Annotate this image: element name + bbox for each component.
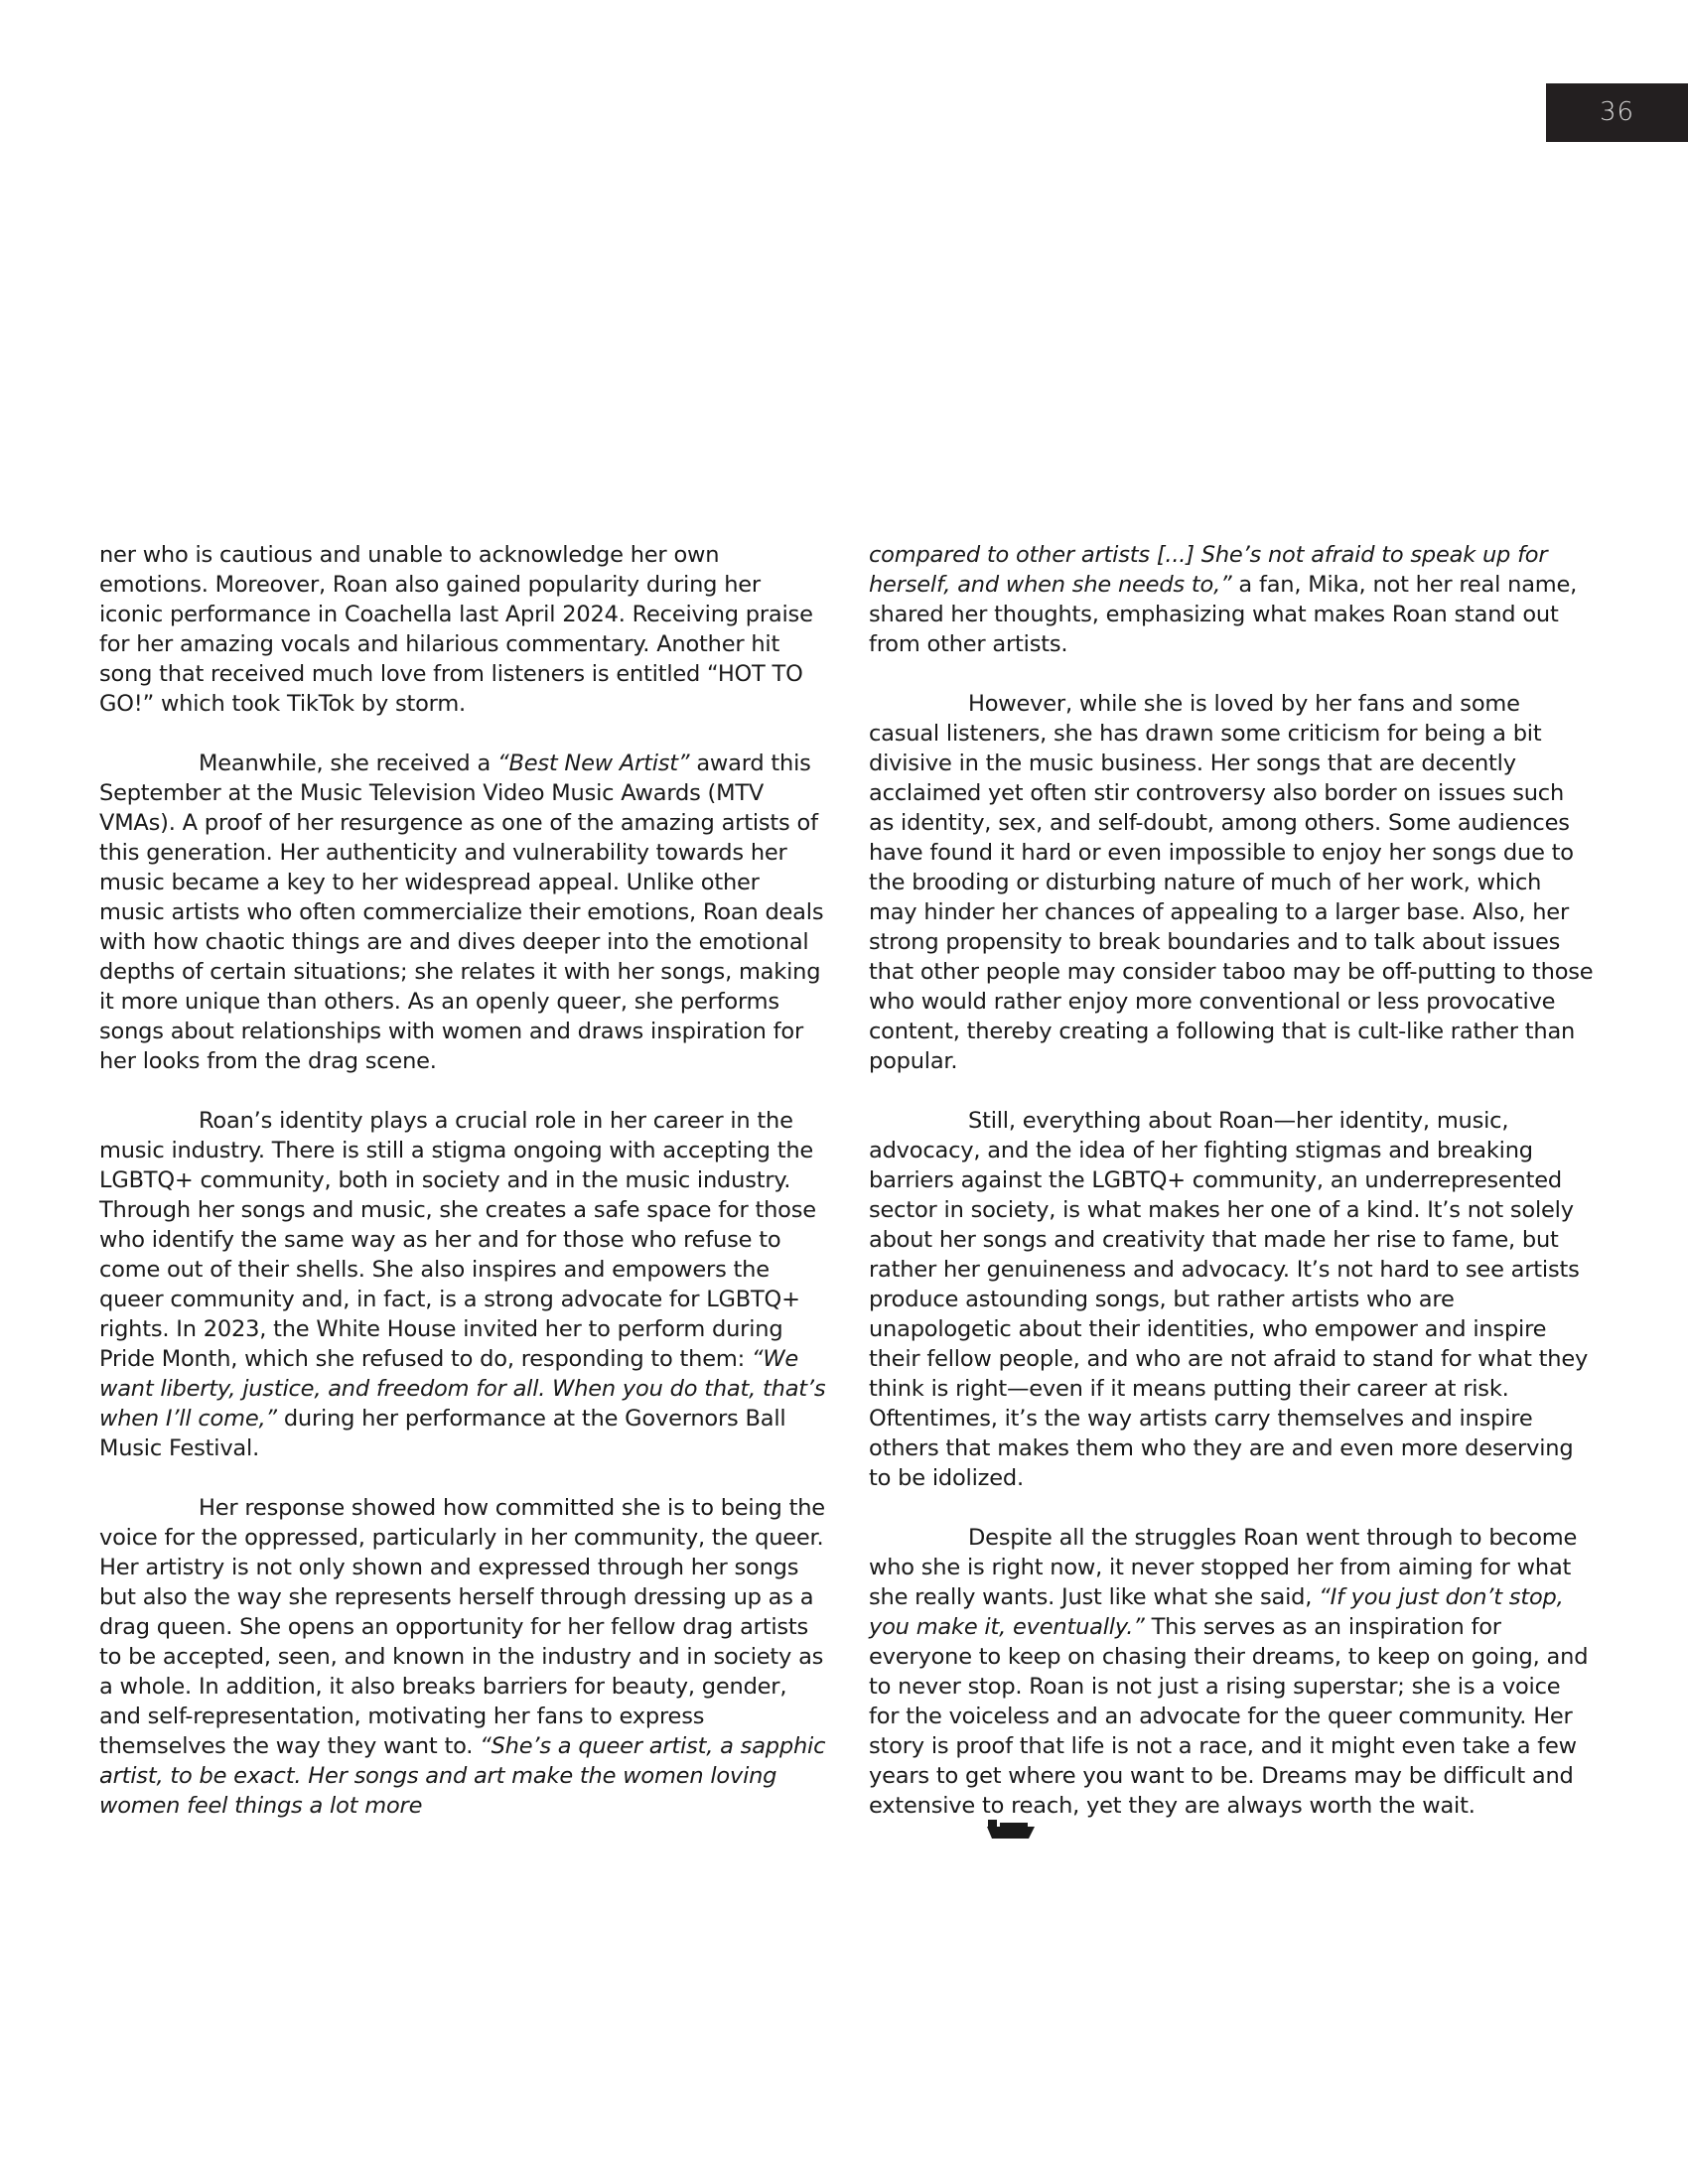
left-paragraph-1-text: ner who is cautious and unable to acknowledge her own emotions. Moreover, Roan also gained popularity during her iconic performance in Coachella last April 2024. Receiving praise for her amazing vocals and hilarious commentary. Another hit song that received much love from listeners is entitled “HOT TO GO!” which took TikTok by storm.	[99, 542, 813, 717]
boat-end-mark-icon	[887, 1819, 1036, 1848]
left-paragraph-3-text-a: Roan’s identity plays a crucial role in her career in the music industry. There is still a stigma ongoing with accepting the LGBTQ+ community, both in society and in the music industry. Through her songs and music, she creates a safe space for those who identify the same way as her and for those who refuse to come out of their shells. She also inspires and empowers the queer community and, in fact, is a strong advocate for LGBTQ+ rights. In 2023, the White House invited her to perform during Pride Month, which she refused to do, responding to them:	[99, 1108, 816, 1372]
left-paragraph-2-text-a: Meanwhile, she received a	[199, 751, 497, 776]
page-number-badge	[1546, 83, 1688, 142]
right-paragraph-4	[869, 1523, 1596, 1850]
left-paragraph-2-text-b: award this September at the Music Television Video Music Awards (MTV VMAs). A proof of her resurgence as one of the amazing artists of this generation. Her authenticity and vulnerability towards her music became a key to her widespread appeal. Unlike other music artists who often commercialize their emotions, Roan deals with how chaotic things are and dives deeper into the emotional depths of certain situations; she relates it with her songs, making it more unique than others. As an openly queer, she performs songs about relationships with women and draws inspiration for her looks from the drag scene.	[99, 751, 824, 1074]
left-paragraph-2	[99, 749, 826, 1076]
left-paragraph-3-text-b: during her performance at the Governors Ball Music Festival.	[99, 1406, 786, 1461]
left-paragraph-2-quote: “Best New Artist”	[497, 751, 690, 776]
right-paragraph-4-quote: “If you just don’t stop, you make it, eventually.”	[869, 1584, 1564, 1640]
right-paragraph-1-text-b: a fan, Mika, not her real name, shared her thoughts, emphasizing what makes Roan stand out from other artists.	[869, 572, 1578, 657]
left-paragraph-4	[99, 1493, 826, 1821]
right-paragraph-1-quote: compared to other artists [...] She’s not afraid to speak up for herself, and when she needs to,”	[869, 542, 1548, 598]
right-paragraph-3-text: Still, everything about Roan—her identity, music, advocacy, and the idea of her fighting stigmas and breaking barriers against the LGBTQ+ community, an underrepresented sector in society, is what makes her one of a kind. It’s not solely about her songs and creativity that made her rise to fame, but rather her genuineness and advocacy. It’s not hard to see artists produce astounding songs, but rather artists who are unapologetic about their identities, who empower and inspire their fellow people, and who are not afraid to stand for what they think is right—even if it means putting their career at risk. Oftentimes, it’s the way artists carry themselves and inspire others that makes them who they are and even more deserving to be idolized.	[869, 1108, 1589, 1491]
right-paragraph-2	[869, 689, 1596, 1076]
right-paragraph-4-text-b: This serves as an inspiration for everyone to keep on chasing their dreams, to keep on going, and to never stop. Roan is not just a rising superstar; she is a voice for the voiceless and an advocate for the queer community. Her story is proof that life is not a race, and it might even take a few years to get where you want to be. Dreams may be difficult and extensive to reach, yet they are always worth the wait.	[869, 1614, 1589, 1819]
right-paragraph-4-text-a: Despite all the struggles Roan went through to become who she is right now, it never stopped her from aiming for what she really wants. Just like what she said,	[869, 1525, 1578, 1610]
right-paragraph-2-text: However, while she is loved by her fans and some casual listeners, she has drawn some criticism for being a bit divisive in the music business. Her songs that are decently acclaimed yet often stir controversy also border on issues such as identity, sex, and self-doubt, among others. Some audiences have found it hard or even impossible to enjoy her songs due to the brooding or disturbing nature of much of her work, which may hinder her chances of appealing to a larger base. Also, her strong propensity to break boundaries and to talk about issues that other people may consider taboo may be off-putting to those who would rather enjoy more conventional or less provocative content, thereby creating a following that is cult-like rather than popular.	[869, 691, 1594, 1074]
right-paragraph-1	[869, 540, 1596, 659]
left-paragraph-4-text-a: Her response showed how committed she is to being the voice for the oppressed, particularly in her community, the queer. Her artistry is not only shown and expressed through her songs but also the way she represents herself through dressing up as a drag queen. She opens an opportunity for her fellow drag artists to be accepted, seen, and known in the industry and in society as a whole. In addition, it also breaks barriers for beauty, gender, and self-representation, motivating her fans to express themselves the way they want to.	[99, 1495, 825, 1759]
left-paragraph-1	[99, 540, 826, 719]
article-right-column	[869, 540, 1596, 1880]
page-number: 36	[1599, 97, 1635, 127]
article-left-column	[99, 540, 826, 1850]
left-paragraph-4-quote: “She’s a queer artist, a sapphic artist, to be exact. Her songs and art make the women loving women feel things a lot more	[99, 1733, 826, 1819]
right-paragraph-3	[869, 1106, 1596, 1493]
left-paragraph-3	[99, 1106, 826, 1463]
left-paragraph-3-quote: “We want liberty, justice, and freedom for all. When you do that, that’s when I’ll come,”	[99, 1346, 826, 1432]
